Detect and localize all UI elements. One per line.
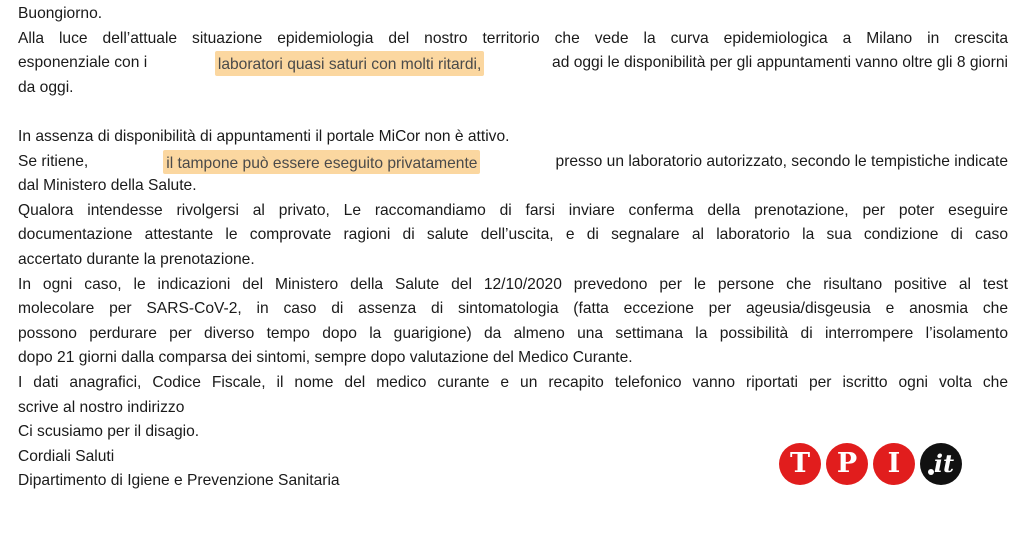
text-span: Se ritiene, (18, 152, 89, 170)
paragraph-4-line-1 (18, 199, 1008, 224)
highlight-saturated-labs: laboratori quasi saturi con molti ritardi, (215, 51, 484, 76)
paragraph-3-line-2: dal Ministero della Salute. (18, 177, 197, 195)
text-span: molecolare per SARS-CoV-2, in caso di assenza di sintomatologia (fatta eccezione per ageusia/disgeusia e anosmia che (18, 300, 1008, 318)
text-span: possono perdurare per diverso tempo dopo la guarigione) da almeno una settimana la possibilità di interrompere l’isolamento (18, 324, 1008, 342)
email-body (18, 2, 1008, 494)
logo-letter-p: P (826, 443, 868, 485)
paragraph-gap (18, 100, 1008, 125)
signature: Dipartimento di Igiene e Prevenzione Sanitaria (18, 472, 340, 490)
text-span: ad oggi le disponibilità per gli appuntamenti vanno oltre gli 8 giorni (552, 54, 1008, 72)
logo-letter-t: T (779, 443, 821, 485)
text-span: Qualora intendesse rivolgersi al privato, Le raccomandiamo di farsi inviare conferma della prenotazione, per poter eseguire (18, 201, 1008, 219)
text-span: I dati anagrafici, Codice Fiscale, il nome del medico curante e un recapito telefonico vanno riportati per iscritto ogni volta che (18, 373, 1008, 391)
paragraph-2-line-1: In assenza di disponibilità di appuntamenti il portale MiCor non è attivo. (18, 127, 510, 145)
paragraph-4-line-2 (18, 223, 1008, 248)
paragraph-5-line-1 (18, 273, 1008, 298)
text-span: documentazione attestante le comprovate ragioni di salute dell’uscita, e di segnalare al laboratorio la sua condizione di caso (18, 226, 1008, 244)
logo-it-badge (920, 443, 962, 485)
greeting: Buongiorno. (18, 5, 103, 22)
paragraph-5-line-4: dopo 21 giorni dalla comparsa dei sintomi, sempre dopo valutazione del Medico Curante. (18, 349, 633, 367)
logo-suffix: it (933, 449, 955, 478)
paragraph-6-line-2: scrive al nostro indirizzo (18, 398, 185, 416)
text-span: esponenziale con i (18, 54, 148, 72)
highlight-private-swab: il tampone può essere eseguito privatamente (163, 150, 480, 175)
paragraph-4-line-3: accertato durante la prenotazione. (18, 250, 255, 268)
paragraph-5-line-3 (18, 322, 1008, 347)
paragraph-5-line-2 (18, 297, 1008, 322)
paragraph-1-line-2 (18, 51, 1008, 76)
paragraph-6-line-1 (18, 371, 1008, 396)
paragraph-1-line-3: da oggi. (18, 78, 74, 96)
logo-letter-i: I (873, 443, 915, 485)
apology: Ci scusiamo per il disagio. (18, 423, 200, 441)
paragraph-3-line-1 (18, 150, 1008, 175)
text-span: Alla luce dell’attuale situazione epidemiologia del nostro territorio che vede la curva epidemiologica a Milano in crescita (18, 29, 1008, 47)
closing: Cordiali Saluti (18, 447, 115, 465)
paragraph-1-line-1 (18, 27, 1008, 52)
text-span: In ogni caso, le indicazioni del Ministero della Salute del 12/10/2020 prevedono per le persone che risultano positive al test (18, 275, 1008, 293)
tpi-logo (779, 443, 962, 485)
logo-dot (928, 469, 934, 475)
text-span: presso un laboratorio autorizzato, secondo le tempistiche indicate (555, 152, 1008, 170)
